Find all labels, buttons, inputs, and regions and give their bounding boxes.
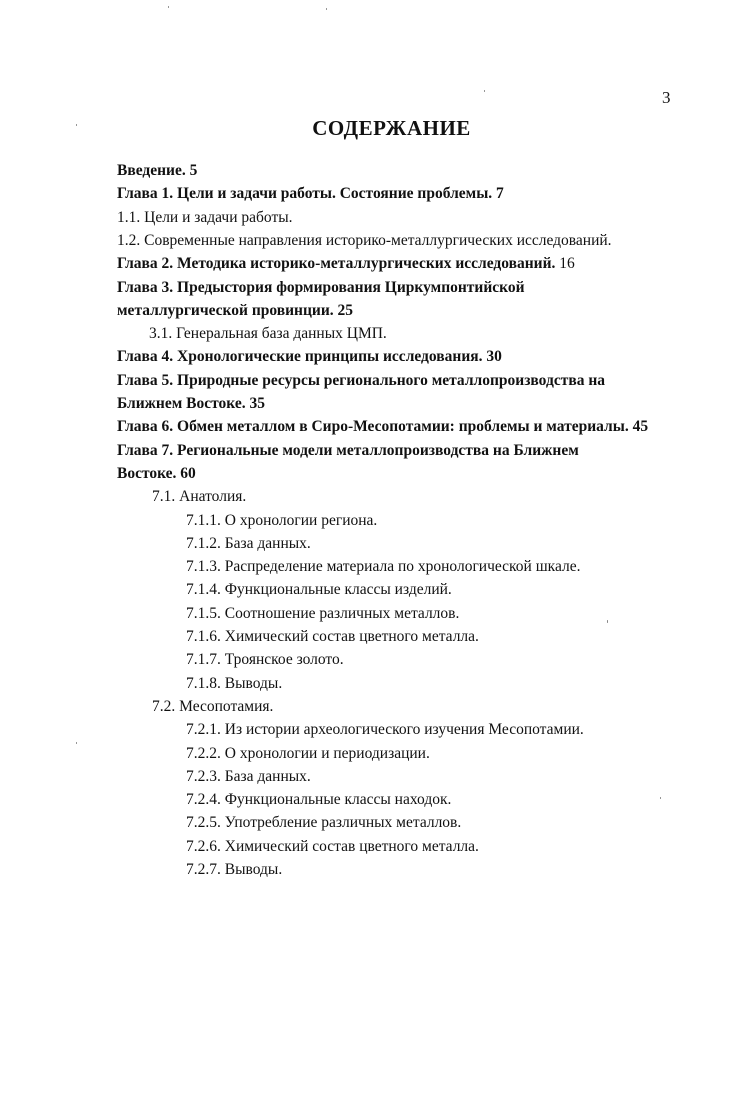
toc-entry xyxy=(186,767,311,787)
toc-entry-text: 7.1. Анатолия. xyxy=(152,488,247,505)
toc-entry xyxy=(117,278,525,298)
toc-entry xyxy=(149,324,387,344)
toc-entry-text: Востоке. 60 xyxy=(117,465,196,482)
toc-entry-text: 7.1.3. Распределение материала по хронологической шкале. xyxy=(186,558,581,575)
toc-entry xyxy=(186,557,580,577)
toc-entry-text: Ближнем Востоке. 35 xyxy=(117,395,265,412)
toc-entry xyxy=(186,534,311,554)
toc-entry xyxy=(186,837,479,857)
toc-entry xyxy=(186,580,452,600)
toc-entry-text: Глава 1. Цели и задачи работы. Состояние проблемы. 7 xyxy=(117,185,504,202)
toc-entry-text: Глава 5. Природные ресурсы регионального металлопроизводства на xyxy=(117,372,606,389)
toc-entry-text: Глава 4. Хронологические принципы исследования. 30 xyxy=(117,348,502,365)
scan-speck xyxy=(168,6,169,8)
toc-entry xyxy=(186,511,377,531)
toc-entry xyxy=(186,604,459,624)
toc-entry xyxy=(152,697,273,717)
toc-entry-page: 16 xyxy=(555,255,575,272)
toc-entry xyxy=(117,347,502,367)
toc-entry xyxy=(186,650,344,670)
toc-entry-text: 7.2.5. Употребление различных металлов. xyxy=(186,814,462,831)
toc-entry-text: Глава 6. Обмен металлом в Сиро-Месопотамии: проблемы и материалы. 45 xyxy=(117,418,649,435)
toc-entry-text: Глава 3. Предыстория формирования Циркумпонтийской xyxy=(117,279,525,296)
toc-entry-text: 7.2. Месопотамия. xyxy=(152,698,274,715)
toc-entry xyxy=(186,744,430,764)
toc-entry xyxy=(117,231,612,251)
toc-entry xyxy=(186,627,479,647)
scan-speck xyxy=(660,797,661,799)
toc-entry-text: 7.2.1. Из истории археологического изучения Месопотамии. xyxy=(186,721,584,738)
toc-entry-text: 7.1.2. База данных. xyxy=(186,535,311,552)
toc-entry-text: 7.1.8. Выводы. xyxy=(186,675,283,692)
toc-entry xyxy=(117,464,196,484)
toc-entry-text: 7.1.6. Химический состав цветного металла. xyxy=(186,628,479,645)
toc-entry xyxy=(186,674,282,694)
toc-entry xyxy=(117,371,605,391)
toc-entry-text: 3.1. Генеральная база данных ЦМП. xyxy=(149,325,387,342)
scan-speck xyxy=(76,742,77,744)
toc-entry-text: 7.1.4. Функциональные классы изделий. xyxy=(186,581,452,598)
toc-entry xyxy=(117,254,575,274)
page-title: СОДЕРЖАНИЕ xyxy=(312,116,471,140)
toc-entry xyxy=(186,790,451,810)
toc-entry-text: металлургической провинции. 25 xyxy=(117,302,354,319)
toc-entry xyxy=(152,487,246,507)
toc-entry-text: 7.1.1. О хронологии региона. xyxy=(186,512,378,529)
toc-entry-text: 7.2.2. О хронологии и периодизации. xyxy=(186,745,430,762)
toc-entry-text: 1.2. Современные направления историко-металлургических исследований. xyxy=(117,232,612,249)
toc-entry-text: 7.1.7. Троянское золото. xyxy=(186,651,344,668)
toc-entry xyxy=(186,720,584,740)
toc-entry xyxy=(117,161,197,181)
scan-speck xyxy=(484,90,485,92)
toc-entry xyxy=(186,860,282,880)
toc-entry xyxy=(117,417,648,437)
toc-entry xyxy=(117,394,265,414)
toc-entry-text: 7.2.6. Химический состав цветного металла. xyxy=(186,838,479,855)
toc-entry-text: 7.2.3. База данных. xyxy=(186,768,311,785)
toc-entry xyxy=(117,441,579,461)
scan-speck xyxy=(76,124,77,126)
toc-entry-text: Глава 2. Методика историко-металлургических исследований. xyxy=(117,255,556,272)
scan-speck xyxy=(607,620,608,623)
toc-entry-text: 7.2.7. Выводы. xyxy=(186,861,283,878)
toc-entry-text: Глава 7. Региональные модели металлопроизводства на Ближнем xyxy=(117,442,579,459)
toc-entry-text: 7.2.4. Функциональные классы находок. xyxy=(186,791,452,808)
scan-speck xyxy=(326,8,327,10)
toc-entry xyxy=(186,813,461,833)
toc-entry-text: Введение. 5 xyxy=(117,162,198,179)
toc-entry-text: 7.1.5. Соотношение различных металлов. xyxy=(186,605,460,622)
page-number: 3 xyxy=(662,88,671,107)
toc-entry xyxy=(117,184,504,204)
toc-entry xyxy=(117,208,293,228)
toc-entry xyxy=(117,301,353,321)
toc-entry-text: 1.1. Цели и задачи работы. xyxy=(117,209,293,226)
